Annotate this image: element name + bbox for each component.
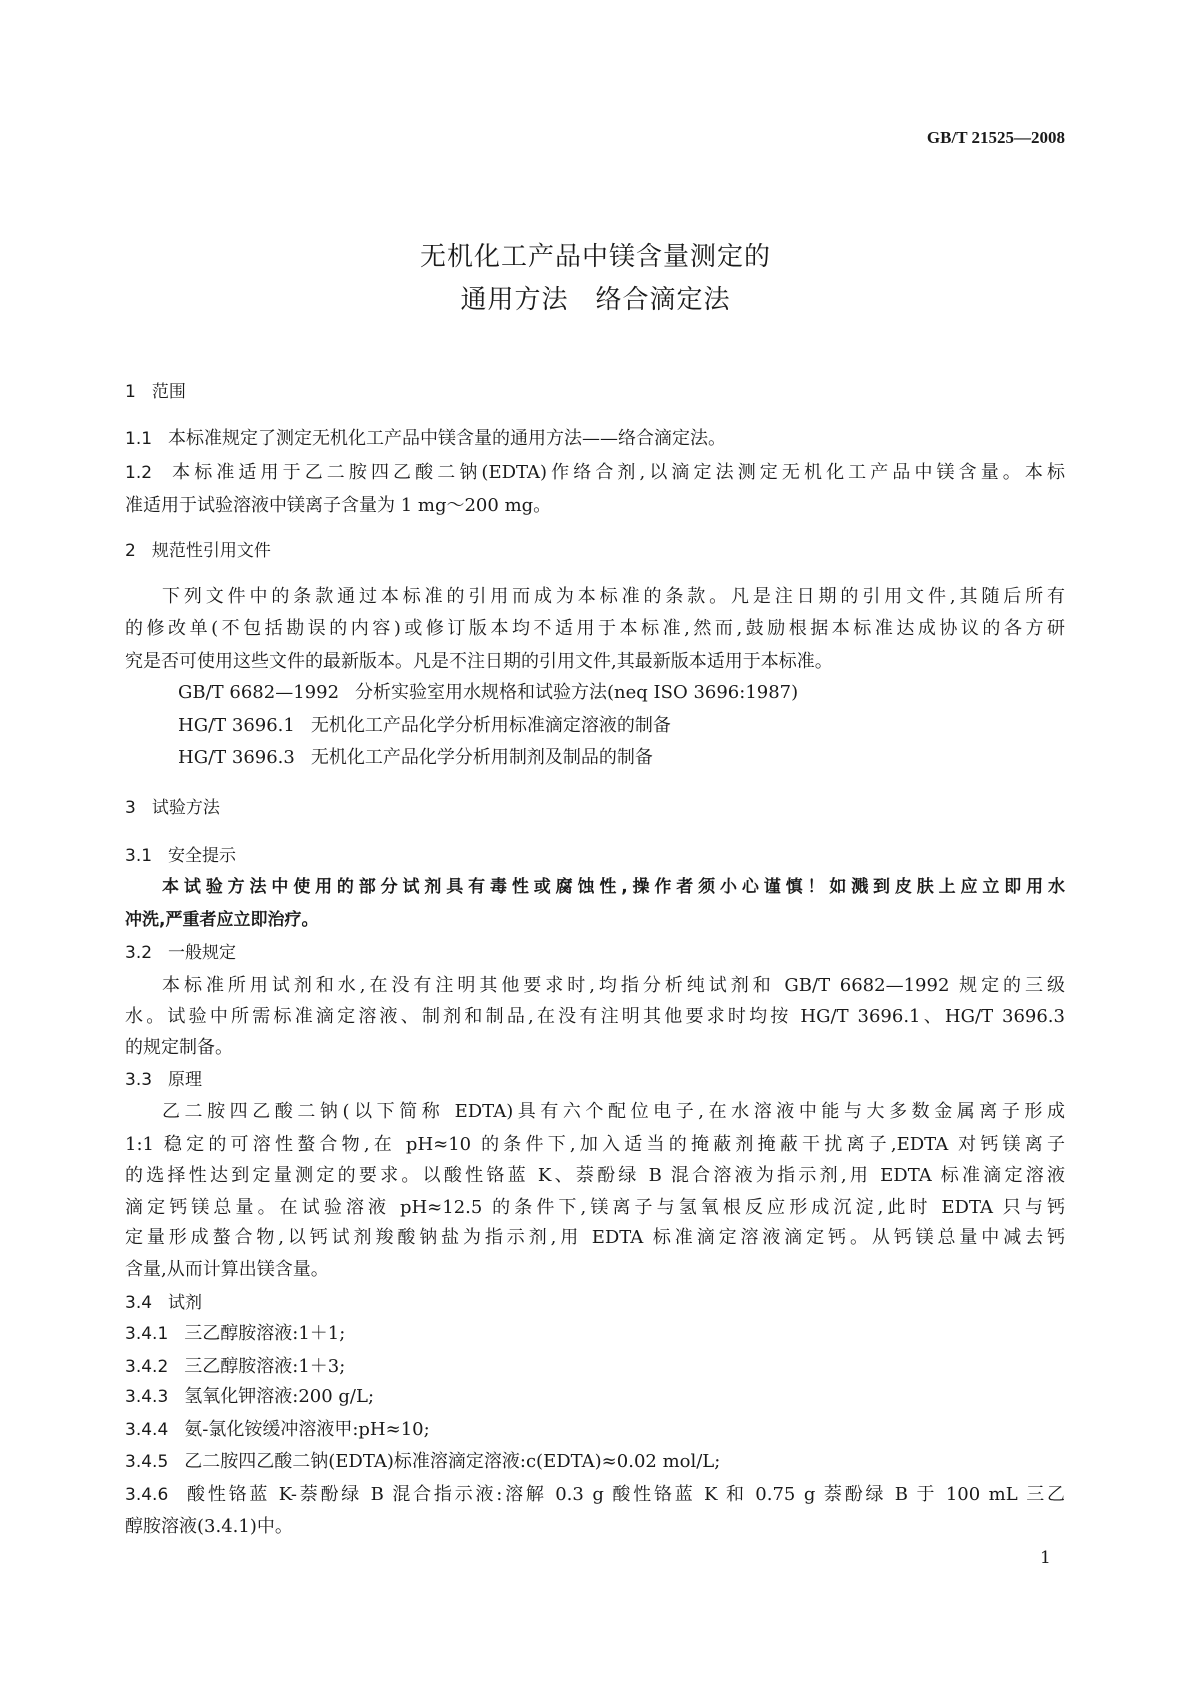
reagent-item-cont: 醇胺溶液(3.4.1)中。 bbox=[125, 1516, 293, 1537]
standard-code: GB/T 21525—2008 bbox=[926, 128, 1065, 147]
paragraph-line: 的选择性达到定量测定的要求。以酸性铬蓝 K、萘酚绿 B 混合溶液为指示剂,用 EDTA 标准滴定溶液 bbox=[125, 1165, 1065, 1186]
reference-item bbox=[178, 681, 1118, 705]
reagent-text: 氢氧化钾溶液:200 g/L; bbox=[184, 1386, 375, 1407]
reference-title: 无机化工产品化学分析用标准滴定溶液的制备 bbox=[310, 715, 671, 736]
clause-3-1-heading bbox=[125, 844, 1065, 868]
clause-1-2 bbox=[125, 461, 1065, 485]
paragraph-line: 含量,从而计算出镁含量。 bbox=[125, 1259, 329, 1280]
section-2-heading bbox=[125, 539, 1065, 563]
clause-number: 1.2 bbox=[125, 463, 153, 483]
title-line-1: 无机化工产品中镁含量测定的 bbox=[419, 242, 771, 272]
clause-3-4-heading bbox=[125, 1291, 1065, 1315]
paragraph-line: 乙二胺四乙酸二钠(以下简称 EDTA)具有六个配位电子,在水溶液中能与大多数金属离子形成 bbox=[162, 1101, 1065, 1122]
reagent-number: 3.4.4 bbox=[125, 1420, 169, 1440]
paragraph-line: 本标准所用试剂和水,在没有注明其他要求时,均指分析纯试剂和 GB/T 6682—1992 规定的三级 bbox=[162, 975, 1065, 996]
reagent-item bbox=[125, 1385, 1065, 1409]
reagent-number: 3.4.5 bbox=[125, 1452, 169, 1472]
paragraph-line: 水。试验中所需标准滴定溶液、制剂和制品,在没有注明其他要求时均按 HG/T 3696.1、HG/T 3696.3 bbox=[125, 1006, 1065, 1027]
clause-number: 3.1 bbox=[125, 846, 153, 866]
clause-title: 原理 bbox=[168, 1070, 203, 1090]
clause-1-2-cont: 准适用于试验溶液中镁离子含量为 1 mg～200 mg。 bbox=[125, 495, 552, 516]
paragraph-line: 究是否可使用这些文件的最新版本。凡是不注日期的引用文件,其最新版本适用于本标准。 bbox=[125, 651, 833, 672]
clause-text: 本标准规定了测定无机化工产品中镁含量的通用方法——络合滴定法。 bbox=[168, 428, 727, 449]
reference-title: 分析实验室用水规格和试验方法(neq ISO 3696:1987) bbox=[355, 682, 799, 703]
paragraph-line: 的修改单(不包括勘误的内容)或修订版本均不适用于本标准,然而,鼓励根据本标准达成协议的各方研 bbox=[125, 618, 1065, 639]
clause-title: 试剂 bbox=[168, 1293, 203, 1313]
clause-title: 一般规定 bbox=[168, 943, 237, 963]
reagent-number: 3.4.1 bbox=[125, 1324, 169, 1344]
reagent-text: 氨-氯化铵缓冲溶液甲:pH≈10; bbox=[184, 1419, 430, 1440]
paragraph-line: 定量形成螯合物,以钙试剂羧酸钠盐为指示剂,用 EDTA 标准滴定溶液滴定钙。从钙镁总量中减去钙 bbox=[125, 1227, 1065, 1248]
reagent-number: 3.4.2 bbox=[125, 1357, 169, 1377]
clause-text: 本标准适用于乙二胺四乙酸二钠(EDTA)作络合剂,以滴定法测定无机化工产品中镁含量。本标 bbox=[168, 462, 1065, 483]
section-title: 范围 bbox=[151, 382, 186, 402]
clause-number: 1.1 bbox=[125, 429, 153, 449]
clause-3-3-heading bbox=[125, 1068, 1065, 1092]
clause-title: 安全提示 bbox=[168, 846, 237, 866]
reference-title: 无机化工产品化学分析用制剂及制品的制备 bbox=[310, 747, 653, 768]
reference-code: GB/T 6682—1992 bbox=[178, 682, 340, 703]
reagent-item bbox=[125, 1355, 1065, 1379]
clause-number: 3.4 bbox=[125, 1293, 153, 1313]
paragraph-line: 的规定制备。 bbox=[125, 1037, 233, 1058]
paragraph-line: 滴定钙镁总量。在试验溶液 pH≈12.5 的条件下,镁离子与氢氧根反应形成沉淀,此时 EDTA 只与钙 bbox=[125, 1197, 1065, 1218]
page-number: 1 bbox=[1040, 1548, 1051, 1568]
safety-warning-line: 本试验方法中使用的部分试剂具有毒性或腐蚀性,操作者须小心谨慎！如溅到皮肤上应立即用水 bbox=[162, 877, 1065, 897]
section-3-heading bbox=[125, 796, 1065, 820]
reference-item bbox=[178, 746, 1118, 770]
paragraph-line: 1:1 稳定的可溶性螯合物,在 pH≈10 的条件下,加入适当的掩蔽剂掩蔽干扰离子,EDTA 对钙镁离子 bbox=[125, 1134, 1065, 1155]
clause-number: 3.2 bbox=[125, 943, 153, 963]
reagent-item bbox=[125, 1322, 1065, 1346]
section-number: 1 bbox=[125, 382, 136, 402]
reagent-item bbox=[125, 1418, 1065, 1442]
reference-code: HG/T 3696.3 bbox=[178, 747, 295, 768]
reagent-number: 3.4.3 bbox=[125, 1387, 169, 1407]
section-number: 3 bbox=[125, 798, 136, 818]
reagent-text: 酸性铬蓝 K-萘酚绿 B 混合指示液:溶解 0.3 g 酸性铬蓝 K 和 0.75 g 萘酚绿 B 于 100 mL 三乙 bbox=[184, 1484, 1065, 1505]
title-line-2: 通用方法 络合滴定法 bbox=[460, 285, 731, 315]
reagent-item bbox=[125, 1450, 1065, 1474]
paragraph-line: 下列文件中的条款通过本标准的引用而成为本标准的条款。凡是注日期的引用文件,其随后所有 bbox=[162, 586, 1065, 607]
reagent-text: 三乙醇胺溶液:1＋1; bbox=[184, 1323, 346, 1344]
clause-1-1 bbox=[125, 427, 1065, 451]
reference-item bbox=[178, 714, 1118, 738]
section-number: 2 bbox=[125, 541, 136, 561]
reagent-item bbox=[125, 1483, 1065, 1507]
reference-code: HG/T 3696.1 bbox=[178, 715, 295, 736]
reagent-text: 三乙醇胺溶液:1＋3; bbox=[184, 1356, 346, 1377]
section-title: 规范性引用文件 bbox=[151, 541, 271, 561]
section-1-heading bbox=[125, 380, 1065, 404]
clause-3-2-heading bbox=[125, 941, 1065, 965]
reagent-number: 3.4.6 bbox=[125, 1485, 169, 1505]
reagent-text: 乙二胺四乙酸二钠(EDTA)标准溶滴定溶液:c(EDTA)≈0.02 mol/L; bbox=[184, 1451, 721, 1472]
section-title: 试验方法 bbox=[151, 798, 220, 818]
clause-number: 3.3 bbox=[125, 1070, 153, 1090]
safety-warning-line: 冲洗,严重者应立即治疗。 bbox=[125, 910, 319, 930]
